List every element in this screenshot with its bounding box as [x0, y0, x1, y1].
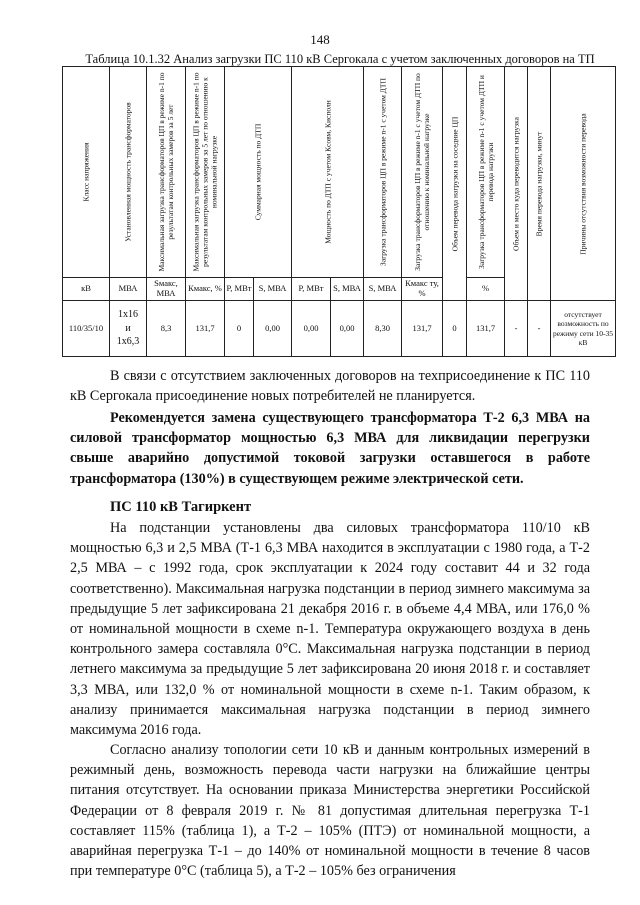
table-caption: Таблица 10.1.32 Анализ загрузки ПС 110 кВ Сергокала с учетом заключенных договоров на ТП [85, 52, 595, 66]
paragraph-topology-analysis: Согласно анализу топологии сети 10 кВ и данным контрольных измерений в режимный день, возможность перевода части нагрузки на ближайшие центры питания отсутствует. На основании приказа Министерства энергетики Российской Федерации от 8 февраля 2019 г. № 81 допустимая длительная перегрузка Т-1 составляет 115% (таблица 1), а Т-2 – 105% (ПТЭ) от номинальной мощности, а аварийная перегрузка Т-1 – до 140% от номинальной мощности в течение 8 часов при температуре 0°С (таблица 5), а Т-2 – 105% без ограничения [70, 742, 590, 880]
k-p-cell: 0,00 [292, 301, 331, 357]
unit-cell: S, МВА [331, 278, 364, 301]
header-cell: Причины отсутствия возможности перевода [551, 67, 616, 301]
header-cell: Максимальная загрузка трансформаторов ЦП в режиме n-1 по результатам контрольных замеров за 5 лет [147, 67, 186, 278]
k-s-cell: 0,00 [331, 301, 364, 357]
place-cell: - [505, 301, 528, 357]
header-cell: Загрузка трансформаторов ЦП в режиме n-1 с учетом ДТП [364, 67, 402, 278]
unit-cell: S, МВА [364, 278, 402, 301]
unit-cell: P, МВт [292, 278, 331, 301]
header-cell: Объем перевода нагрузки на соседние ЦП [443, 67, 467, 301]
dtp-p-cell: 0 [225, 301, 254, 357]
kmax-cell: 131,7 [186, 301, 225, 357]
unit-cell: S, МВА [254, 278, 292, 301]
header-cell: Максимальная загрузка трансформаторов ЦП в режиме n-1 по результатам контрольных замеров за 5 лет по отношению к номинальной нагрузке [186, 67, 225, 278]
load-after-cell: 131,7 [467, 301, 505, 357]
load-s-cell: 8,30 [364, 301, 402, 357]
header-cell: Установленная мощность трансформаторов [110, 67, 147, 278]
unit-cell: кВ [63, 278, 110, 301]
table-row [63, 301, 616, 357]
unit-cell: МВА [110, 278, 147, 301]
reason-cell: отсутствует возможность по режиму сети 10-35 кВ [551, 301, 616, 357]
smax-cell: 8,3 [147, 301, 186, 357]
load-k-cell: 131,7 [402, 301, 443, 357]
unit-cell: Кмакс ту, % [402, 278, 443, 301]
unit-cell: P, МВт [225, 278, 254, 301]
header-cell: Мощность по ДТП с учетом Ксовм, Кисполн [292, 67, 364, 278]
page-number: 148 [310, 32, 330, 47]
load-analysis-table [62, 66, 616, 357]
dtp-s-cell: 0,00 [254, 301, 292, 357]
voltage-class-cell: 110/35/10 [63, 301, 110, 357]
unit-cell: Sмакс, МВА [147, 278, 186, 301]
header-cell: Загрузка трансформаторов ЦП в режиме n-1 с учетом ДТП по отношению к номинальной нагрузке [402, 67, 443, 278]
header-cell: Загрузка трансформаторов ЦП в режиме n-1 с учетом ДТП и перевода нагрузки [467, 67, 505, 278]
header-cell: Объем и место куда переводится нагрузка [505, 67, 528, 301]
header-cell: Класс напряжения [63, 67, 110, 278]
header-cell: Суммарная мощность по ДТП [225, 67, 292, 278]
time-cell: - [528, 301, 551, 357]
recommendation-paragraph: Рекомендуется замена существующего трансформатора Т-2 6,3 МВА на силовой трансформатор мощностью 6,3 МВА для ликвидации перегрузки свыше аварийно допустимой токовой загрузки оставшегося в работе трансформатора (130%) в существующем режиме электрической сети. [70, 410, 590, 487]
paragraph-substation-description: На подстанции установлены два силовых трансформатора 110/10 кВ мощностью 6,3 и 2,5 МВА (Т-1 6,3 МВА находится в эксплуатации с 1980 года, а Т-2 2,5 МВА – с 1992 года, срок эксплуатации к 2024 году составит 44 и 32 года соответственно). Максимальная нагрузка подстанции в период зимнего максимума за предыдущие 5 лет зафиксирована 21 декабря 2016 г. в объеме 4,4 МВА, или 176,0 % от номинальной мощности в схеме n-1. Температура окружающего воздуха в день контрольного замера составляла 0°С. Максимальная нагрузка подстанции в период летнего максимума за предыдущие 5 лет зафиксирована 20 июня 2018 г. и составляет 3,3 МВА, или 132,0 % от номинальной мощности в схеме n-1. Таким образом, к анализу принимается максимальная нагрузка подстанции в период зимнего максимума 2016 года. [70, 520, 590, 739]
header-cell: Время перевода нагрузки, минут [528, 67, 551, 301]
transfer-cell: 0 [443, 301, 467, 357]
unit-cell: % [467, 278, 505, 301]
unit-cell: Кмакс, % [186, 278, 225, 301]
paragraph-no-contracts: В связи с отсутствием заключенных договоров на техприсоединение к ПС 110 кВ Сергокала присоединение новых потребителей не планируется. [70, 368, 590, 405]
installed-power-cell: 1х16 и 1х6,3 [110, 301, 147, 357]
section-heading: ПС 110 кВ Тагиркент [110, 499, 252, 515]
header-row [63, 67, 616, 278]
